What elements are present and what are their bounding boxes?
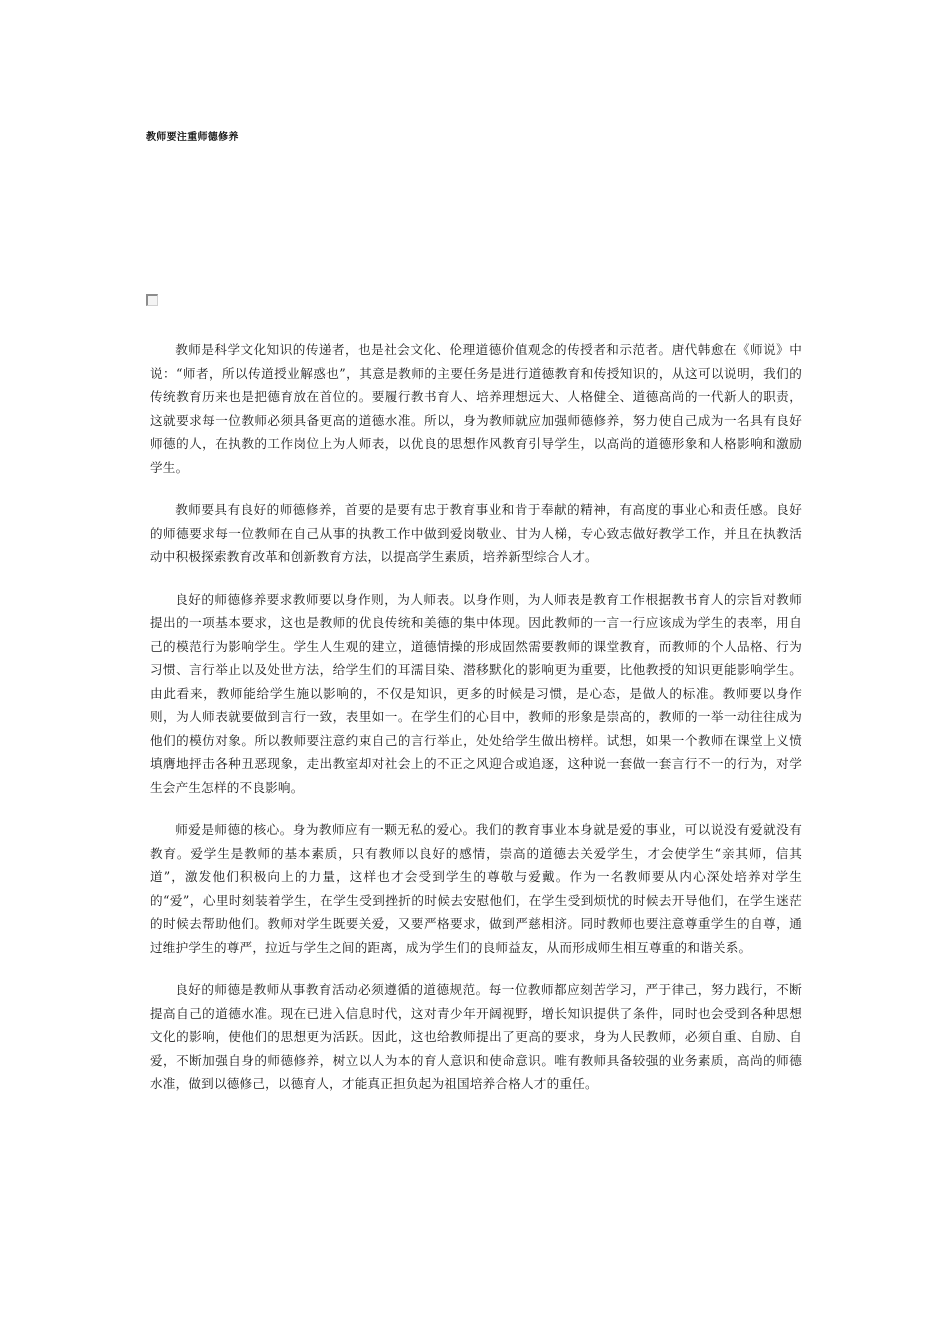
- paragraph-1: 教师是科学文化知识的传递者，也是社会文化、伦理道德价值观念的传授者和示范者。唐代韩愈在《师说》中说：“师者，所以传道授业解惑也”，其意是教师的主要任务是进行道德教育和传授知识的，从这可以说明，我们的传统教育历来也是把德育放在首位的。要履行教书育人、培养理想远大、人格健全、道德高尚的一代新人的职责，这就要求每一位教师必须具备更高的道德水准。所以，身为教师就应加强师德修养，努力使自己成为一名具有良好师德的人，在执教的工作岗位上为人师表，以优良的思想作风教育引导学生，以高尚的道德形象和人格影响和激励学生。: [150, 342, 802, 475]
- broken-image-icon: [146, 294, 158, 306]
- paragraph-4: 师爱是师德的核心。身为教师应有一颗无私的爱心。我们的教育事业本身就是爱的事业，可以说没有爱就没有教育。爱学生是教师的基本素质，只有教师以良好的感情，崇高的道德去关爱学生，才会使学生“亲其师，信其道”，激发他们积极向上的力量，这样也才会受到学生的尊敬与爱戴。作为一名教师要从内心深处培养对学生的“爱”，心里时刻装着学生，在学生受到挫折的时候去安慰他们，在学生受到烦忧的时候去开导他们，在学生迷茫的时候去帮助他们。教师对学生既要关爱，又要严格要求，做到严慈相济。同时教师也要注意尊重学生的自尊，通过维护学生的尊严，拉近与学生之间的距离，成为学生们的良师益友，从而形成师生相互尊重的和谐关系。: [150, 822, 802, 955]
- paragraph-5: 良好的师德是教师从事教育活动必须遵循的道德规范。每一位教师都应刻苦学习，严于律己，努力践行，不断提高自己的道德水准。现在已进入信息时代，这对青少年开阔视野，增长知识提供了条件，同时也会受到各种思想文化的影响，使他们的思想更为活跃。因此，这也给教师提出了更高的要求，身为人民教师，必须自重、自励、自爱，不断加强自身的师德修养，树立以人为本的育人意识和使命意识。唯有教师具备较强的业务素质，高尚的师德水准，做到以德修己，以德育人，才能真正担负起为祖国培养合格人才的重任。: [150, 982, 802, 1091]
- paragraph-3: 良好的师德修养要求教师要以身作则，为人师表。以身作则，为人师表是教育工作根据教书育人的宗旨对教师提出的一项基本要求，这也是教师的优良传统和美德的集中体现。因此教师的一言一行应该成为学生的表率，用自己的模范行为影响学生。学生人生观的建立，道德情操的形成固然需要教师的课堂教育，而教师的个人品格、行为习惯、言行举止以及处世方法，给学生们的耳濡目染、潜移默化的影响更为重要，比他教授的知识更能影响学生。由此看来，教师能给学生施以影响的，不仅是知识，更多的时候是习惯，是心态，是做人的标准。教师要以身作则，为人师表就要做到言行一致，表里如一。在学生们的心目中，教师的形象是崇高的，教师的一举一动往往成为他们的模仿对象。所以教师要注意约束自己的言行举止，处处给学生做出榜样。试想，如果一个教师在课堂上义愤填膺地抨击各种丑恶现象，走出教室却对社会上的不正之风迎合或追逐，这种说一套做一套言行不一的行为，对学生会产生怎样的不良影响。: [150, 591, 802, 795]
- document-title: 教师要注重师德修养: [146, 132, 239, 143]
- paragraph-2: 教师要具有良好的师德修养，首要的是要有忠于教育事业和肯于奉献的精神，有高度的事业心和责任感。良好的师德要求每一位教师在自己从事的执教工作中做到爱岗敬业、甘为人梯，专心致志做好教学工作，并且在执教活动中积极探索教育改革和创新教育方法，以提高学生素质，培养新型综合人才。: [150, 502, 802, 564]
- article-body: [150, 338, 802, 1115]
